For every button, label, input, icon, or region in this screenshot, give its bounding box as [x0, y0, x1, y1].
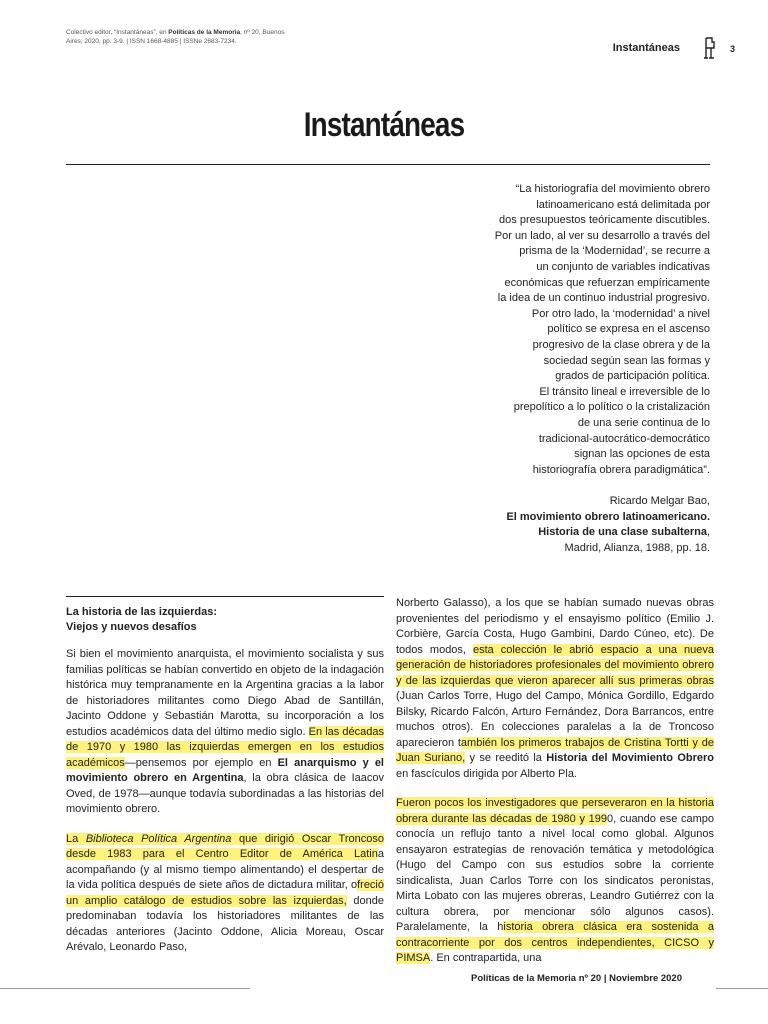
- highlight: istoria obrera clásica era sostenida a contracorriente por dos centros independientes, CICSO y PIMSA: [396, 921, 714, 964]
- epigraph-line: dos presupuestos teóricamente discutibles.: [499, 214, 710, 227]
- highlight: La Biblioteca Política Argentina que dirigió Oscar Troncoso desde 1983 para el Centro Editor de América Latin: [66, 832, 385, 860]
- epigraph: [470, 182, 710, 478]
- epigraph-line: político se expresa en el ascenso: [547, 323, 710, 336]
- journal-logo-icon: [702, 36, 716, 60]
- title-divider: [66, 164, 710, 165]
- epigraph-line: signan las opciones de esta: [574, 448, 710, 461]
- epigraph-line: latinoamericano está delimitada por: [536, 198, 710, 211]
- section-divider: [66, 596, 384, 597]
- section-heading: La historia de las izquierdas: Viejos y nuevos desafíos: [66, 606, 217, 633]
- epigraph-author: Ricardo Melgar Bao,: [609, 495, 710, 507]
- running-header: Instantáneas: [612, 42, 680, 54]
- citation-note: Colectivo editor, “Instantáneas”, en Políticas de la Memoria, nº 20, Buenos Aires, 2020, pp. 3-9. | ISSN 1668-4885 | ISSNe 2683-7234.: [66, 29, 285, 45]
- epigraph-line: historiografía obrera paradigmática”.: [532, 463, 710, 476]
- journal-name: Políticas de la Memoria: [168, 29, 241, 36]
- paragraph: Norberto Galasso), a los que se habían sumado nuevas obras provenientes del periodismo y el ensayismo político (Emilio J. Corbière, García Costa, Hugo Gambini, Dardo Cúneo, etc). De todos modos, esta colección le abrió espacio a una nueva generación de historiadores profesionales del movimiento obrero y de las izquierdas que vieron aparecer allí sus primeras obras (Juan Carlos Torre, Hugo del Campo, Mónica Gordillo, Edgardo Bilsky, Ricardo Falcón, Arturo Fernández, Dora Barrancos, entre muchos otros). En colecciones paralelas a la de Troncoso aparecieron también los primeros trabajos de Cristina Tortti y de Juan Suriano, y se reeditó la Historia del Movimiento Obrero en fascículos dirigida por Alberto Pla.: [396, 597, 715, 780]
- epigraph-attribution: Ricardo Melgar Bao, El movimiento obrero latinoamericano. Historia de una clase subalterna, Madrid, Alianza, 1988, pp. 18.: [470, 494, 710, 556]
- footer-text: Políticas de la Memoria nº 20 | Noviembre 2020: [471, 973, 682, 984]
- epigraph-book-line2: Historia de una clase subalterna: [538, 526, 707, 539]
- epigraph-line: tradicional-autocrático-democrático: [538, 432, 710, 445]
- epigraph-line: El tránsito lineal e irreversible de lo: [539, 385, 710, 398]
- epigraph-line: prisma de la ‘Modernidad’, se recurre a: [519, 245, 710, 258]
- epigraph-line: un conjunto de variables indicativas: [536, 260, 710, 273]
- book-title: Historia del Movimiento Obrero: [546, 752, 715, 764]
- epigraph-line: prepolítico a lo político o la cristalización: [513, 401, 710, 414]
- footer-divider-right: [716, 988, 768, 989]
- epigraph-line: grados de participación política.: [555, 370, 710, 383]
- epigraph-line: la idea de un continuo industrial progresivo.: [497, 292, 710, 305]
- page-number: 3: [729, 44, 735, 54]
- epigraph-publisher: Madrid, Alianza, 1988, pp. 18.: [564, 541, 710, 554]
- book-title: El anarquismo y el movimiento obrero en Argentina: [66, 756, 384, 784]
- page-title: Instantáneas: [303, 106, 465, 144]
- epigraph-line: “La historiografía del movimiento obrero: [515, 183, 710, 195]
- highlight: En las décadas de 1970 y 1980 las izquierdas emergen en los estudios académicos: [66, 725, 384, 769]
- highlight: ambién los primeros trabajos de Cristina Tortti y de Juan Suriano,: [396, 736, 714, 764]
- right-column: [396, 596, 714, 981]
- paragraph: Fueron pocos los investigadores que perseveraron en la historia obrera durante las décadas de 1980 y 1990, cuando ese campo conocía un reflujo tanto a nivel local como global. Algunos ensayaron estrategias de renovación temática y metodológica (Hugo del Campo con sus estudios sobre la corriente sindicalista, Juan Carlos Torre con los sindicatos peronistas, Mirta Lobato con las mujeres obreras, Leandro Gutiérrez con la cultura obrera, por mencionar sólo algunos casos). Paralelamente, la historia obrera clásica era sostenida a contracorriente por dos centros independientes, CICSO y PIMSA. En contrapartida, una: [396, 797, 714, 964]
- highlight: freció un amplio catálogo de estudios sobre las izquierdas,: [66, 879, 384, 907]
- left-column: [66, 596, 384, 970]
- epigraph-line: Por un lado, al ver su desarrollo a través del: [494, 229, 710, 242]
- epigraph-line: económicas que refuerzan empíricamente: [504, 276, 710, 289]
- paragraph: Si bien el movimiento anarquista, el movimiento socialista y sus familias políticas se habían convertido en objeto de la indagación histórica muy tempranamente en la Argentina gracias a la labor de historiadores militantes como Diego Abad de Santillán, Jacinto Oddone y Sebastián Marotta, su incorporación a los estudios académicos data del último medio siglo. En las décadas de 1970 y 1980 las izquierdas emergen en los estudios académicos—pensemos por ejemplo en El anarquismo y el movimiento obrero en Argentina, la obra clásica de Iaacov Oved, de 1978—aunque todavía subordinadas a las historias del movimiento obrero.: [66, 648, 384, 815]
- epigraph-line: sociedad según sean las formas y: [543, 354, 710, 367]
- highlight: esta colección le abrió espacio a una nueva generación de historiadores profesionales del movimiento obrero y de las izquierdas que vieron aparecer allí sus primeras obras: [396, 643, 715, 687]
- footer-divider-left: [0, 988, 250, 989]
- epigraph-line: progresivo de la clase obrera y de la: [532, 338, 710, 351]
- epigraph-line: de una serie continua de lo: [577, 416, 710, 429]
- epigraph-book-line1: El movimiento obrero latinoamericano.: [506, 510, 710, 523]
- paragraph: La Biblioteca Política Argentina que dirigió Oscar Troncoso desde 1983 para el Centro Editor de América Latina acompañando (y al mismo tiempo alimentando) el despertar de la vida política después de siete años de dictadura militar, ofreció un amplio catálogo de estudios sobre las izquierdas, donde predominaban todavía los historiadores militantes de las décadas anteriores (Jacinto Oddone, Alicia Moreau, Oscar Arévalo, Leonardo Paso,: [66, 832, 385, 953]
- highlight: Fueron pocos los investigadores que perseveraron en la historia obrera durante las décadas de 1980 y 199: [396, 797, 714, 825]
- epigraph-line: Por otro lado, la ‘modernidad’ a nivel: [531, 307, 710, 320]
